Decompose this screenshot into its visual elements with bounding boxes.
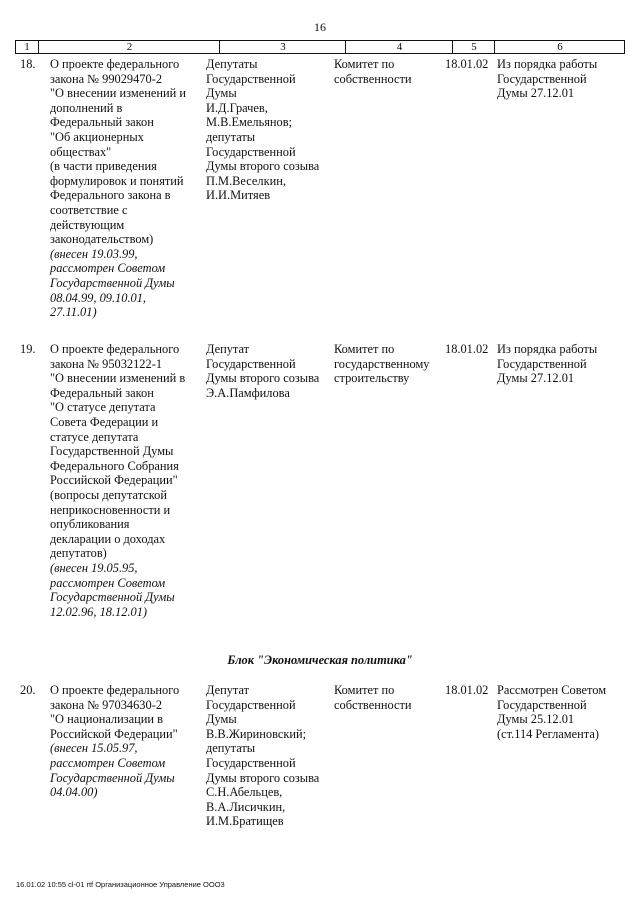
- title-line: декларации о доходах: [50, 531, 166, 546]
- committee-line: Комитет по: [334, 342, 395, 356]
- title-line: формулировок и понятий: [50, 173, 184, 188]
- bill-title: [50, 683, 179, 800]
- initiator-line: П.М.Веселкин,: [206, 173, 286, 188]
- initiator-line: Думы второго созыва: [206, 371, 320, 386]
- column-header-2: 2: [38, 41, 220, 53]
- title-line: дополнений в: [50, 100, 123, 115]
- status-line: Рассмотрен Советом: [497, 683, 607, 697]
- committee: [334, 683, 412, 712]
- initiator-line: Государственной: [206, 755, 296, 770]
- initiators: [206, 683, 319, 829]
- submission-note-line: 04.04.00): [50, 785, 98, 800]
- status-line: Думы 25.12.01: [497, 712, 575, 727]
- initiator-line: И.И.Митяев: [206, 188, 271, 203]
- submission-note-line: Государственной Думы: [50, 590, 175, 605]
- initiator-line: депутаты: [206, 741, 256, 756]
- submission-note-line: рассмотрен Советом: [50, 261, 166, 276]
- initiator-line: Государственной: [206, 356, 296, 371]
- initiator-line: С.Н.Абельцев,: [206, 785, 283, 800]
- title-line: действующим: [50, 217, 125, 232]
- committee-line: Комитет по: [334, 683, 395, 697]
- submission-note-line: (внесен 15.05.97,: [50, 741, 138, 756]
- column-header-5: 5: [452, 41, 495, 53]
- title-line: (вопросы депутатской: [50, 487, 167, 502]
- title-line: О проекте федерального: [50, 683, 180, 697]
- initiator-line: Э.А.Памфилова: [206, 385, 290, 400]
- status-line: Государственной: [497, 356, 587, 371]
- entry-date: 18.01.02: [445, 57, 489, 71]
- column-header-4: 4: [345, 41, 453, 53]
- print-footer: 16.01.02 10:55 cl-01 rtf Организационное Управление ООО3: [16, 880, 225, 889]
- initiator-line: Думы второго созыва: [206, 770, 320, 785]
- title-line: статусе депутата: [50, 429, 139, 444]
- title-line: законодательством): [50, 232, 154, 247]
- title-line: "О внесении изменений в: [50, 371, 186, 386]
- status: [497, 342, 597, 386]
- page-number: 16: [314, 20, 326, 34]
- entry-number: 20.: [20, 683, 36, 697]
- initiator-line: Депутат: [206, 342, 250, 356]
- initiator-line: И.М.Братищев: [206, 814, 284, 829]
- title-line: опубликования: [50, 517, 130, 532]
- submission-note-line: 08.04.99, 09.10.01,: [50, 290, 147, 305]
- title-line: закона № 95032122-1: [50, 356, 163, 371]
- committee-line: Комитет по: [334, 57, 395, 71]
- submission-note-line: рассмотрен Советом: [50, 575, 166, 590]
- committee-line: собственности: [334, 71, 412, 86]
- committee-line: собственности: [334, 697, 412, 712]
- initiator-line: В.В.Жириновский;: [206, 726, 307, 741]
- title-line: Федерального закона в: [50, 188, 171, 203]
- submission-note-line: 12.02.96, 18.12.01): [50, 604, 148, 619]
- bill-title: [50, 57, 186, 320]
- initiator-line: Думы: [206, 712, 237, 727]
- title-line: закона № 99029470-2: [50, 71, 163, 86]
- initiator-line: М.В.Емельянов;: [206, 115, 293, 130]
- title-line: О проекте федерального: [50, 57, 180, 71]
- submission-note-line: (внесен 19.05.95,: [50, 560, 138, 575]
- initiator-line: Государственной: [206, 144, 296, 159]
- title-line: Государственной Думы: [50, 444, 174, 459]
- committee-line: строительству: [334, 371, 410, 386]
- title-line: соответствие с: [50, 202, 128, 217]
- status-line: Думы 27.12.01: [497, 86, 575, 101]
- title-line: О проекте федерального: [50, 342, 180, 356]
- column-header-1: 1: [24, 41, 30, 53]
- title-line: "Об акционерных: [50, 129, 144, 144]
- title-line: (в части приведения: [50, 159, 157, 174]
- status-line: Из порядка работы: [497, 342, 598, 356]
- title-line: неприкосновенности и: [50, 502, 171, 517]
- initiator-line: И.Д.Грачев,: [206, 100, 268, 115]
- status-line: Государственной: [497, 71, 587, 86]
- initiator-line: Думы второго созыва: [206, 159, 320, 174]
- status: [497, 683, 606, 741]
- title-line: Федеральный закон: [50, 115, 154, 130]
- submission-note-line: 27.11.01): [50, 305, 97, 320]
- initiators: [206, 342, 319, 400]
- title-line: Российской Федерации": [50, 473, 178, 488]
- initiator-line: Депутат: [206, 683, 250, 697]
- title-line: Российской Федерации": [50, 726, 178, 741]
- initiator-line: Государственной: [206, 71, 296, 86]
- bill-title: [50, 342, 185, 619]
- submission-note-line: рассмотрен Советом: [50, 755, 166, 770]
- entry-number: 18.: [20, 57, 36, 71]
- submission-note-line: (внесен 19.03.99,: [50, 246, 138, 261]
- initiator-line: депутаты: [206, 129, 256, 144]
- status: [497, 57, 597, 101]
- entry-date: 18.01.02: [445, 342, 489, 356]
- submission-note-line: Государственной Думы: [50, 770, 175, 785]
- status-line: Из порядка работы: [497, 57, 598, 71]
- initiator-line: Депутаты: [206, 57, 258, 71]
- title-line: Совета Федерации и: [50, 414, 159, 429]
- title-line: закона № 97034630-2: [50, 697, 163, 712]
- status-line: Думы 27.12.01: [497, 371, 575, 386]
- initiator-line: Государственной: [206, 697, 296, 712]
- title-line: Федеральный закон: [50, 385, 154, 400]
- entry-number: 19.: [20, 342, 36, 356]
- committee: [334, 342, 429, 386]
- title-line: "О статусе депутата: [50, 400, 156, 415]
- entry-date: 18.01.02: [445, 683, 489, 697]
- title-line: "О национализации в: [50, 712, 163, 727]
- committee-line: государственному: [334, 356, 430, 371]
- initiators: [206, 57, 319, 203]
- column-header-3: 3: [219, 41, 346, 53]
- title-line: Федерального Собрания: [50, 458, 179, 473]
- initiator-line: В.А.Лисичкин,: [206, 799, 286, 814]
- title-line: обществах": [50, 144, 112, 159]
- status-line: Государственной: [497, 697, 587, 712]
- section-heading: Блок "Экономическая политика": [227, 653, 413, 667]
- table-header-row: [15, 40, 625, 54]
- title-line: депутатов): [50, 546, 107, 561]
- committee: [334, 57, 412, 86]
- status-line: (ст.114 Регламента): [497, 726, 599, 741]
- initiator-line: Думы: [206, 86, 237, 101]
- submission-note-line: Государственной Думы: [50, 275, 175, 290]
- column-header-6: 6: [494, 41, 625, 53]
- title-line: "О внесении изменений и: [50, 86, 186, 101]
